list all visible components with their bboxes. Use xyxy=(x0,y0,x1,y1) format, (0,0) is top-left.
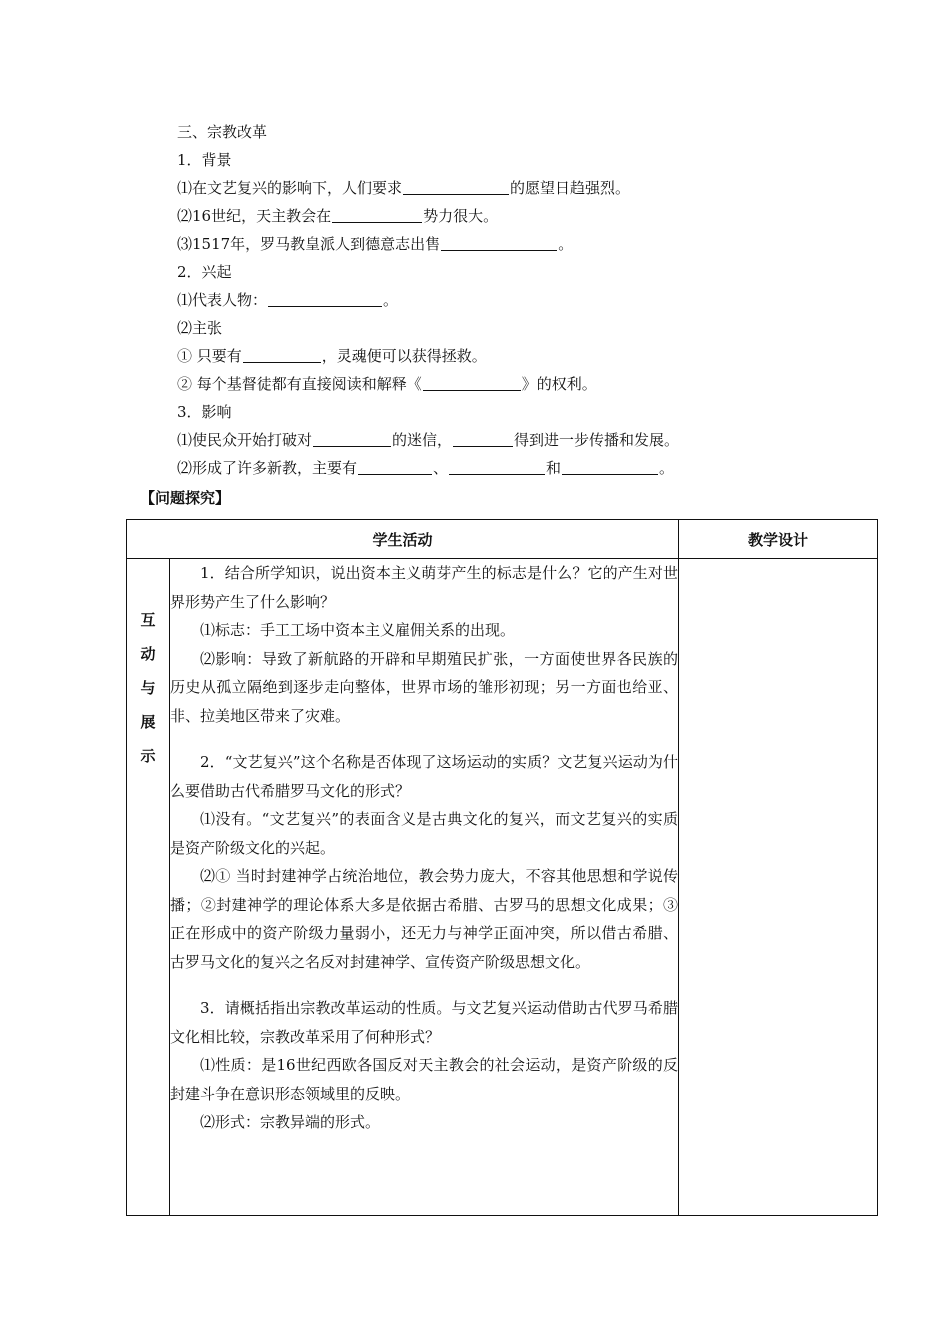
fill-blank[interactable] xyxy=(243,347,321,363)
side-label-cell xyxy=(127,559,170,1216)
answer-1-2: ⑵影响：导致了新航路的开辟和早期殖民扩张，一方面使世界各民族的历史从孤立隔绝到逐步走向整体，世界市场的雏形初现；另一方面也给亚、非、拉美地区带来了灾难。 xyxy=(170,649,679,725)
answer-1-1: ⑴标志：手工工场中资本主义雇佣关系的出现。 xyxy=(200,621,516,639)
answer-3-1: ⑴性质：是16世纪西欧各国反对天主教会的社会运动，是资产阶级的反封建斗争在意识形态领域里的反映。 xyxy=(170,1056,679,1103)
impact-title: 3．影响 xyxy=(177,403,232,421)
fill-blank[interactable] xyxy=(313,431,391,447)
inquiry-table xyxy=(126,519,878,1216)
rise-title: 2．兴起 xyxy=(177,263,232,281)
question-1: 1．结合所学知识，说出资本主义萌芽产生的标志是什么？它的产生对世界形势产生了什么影响？ xyxy=(170,564,679,611)
text-fragment: ⑵16世纪，天主教会在 xyxy=(177,207,332,225)
fill-blank[interactable] xyxy=(403,179,509,195)
side-char: 展 xyxy=(140,713,156,731)
fill-blank[interactable] xyxy=(358,459,432,475)
text-fragment: ⑴在文艺复兴的影响下，人们要求 xyxy=(177,179,403,197)
answer-2-1: ⑴没有。“文艺复兴”的表面含义是古典文化的复兴，而文艺复兴的实质是资产阶级文化的兴起。 xyxy=(170,810,679,857)
answer-3-2: ⑵形式：宗教异端的形式。 xyxy=(200,1113,381,1131)
text-fragment: ，灵魂便可以获得拯救。 xyxy=(321,347,487,365)
student-activity-cell xyxy=(170,559,679,1216)
question-2: 2．“文艺复兴”这个名称是否体现了这场运动的实质？文艺复兴运动为什么要借助古代希腊罗马文化的形式？ xyxy=(170,753,679,800)
text-fragment: 势力很大。 xyxy=(423,207,499,225)
background-item-3 xyxy=(177,234,573,254)
text-fragment: ② 每个基督徒都有直接阅读和解释《 xyxy=(177,375,422,393)
text-fragment: ⑴代表人物： xyxy=(177,291,268,309)
fill-blank[interactable] xyxy=(453,431,513,447)
text-fragment: ① 只要有 xyxy=(177,347,242,365)
side-char: 示 xyxy=(140,747,156,765)
fill-blank[interactable] xyxy=(268,291,382,307)
text-fragment: 得到进一步传播和发展。 xyxy=(514,431,680,449)
text-fragment: ⑵形成了许多新教，主要有 xyxy=(177,459,358,477)
claim-item-1 xyxy=(177,346,487,366)
question-3: 3．请概括指出宗教改革运动的性质。与文艺复兴运动借助古代罗马希腊文化相比较，宗教改革采用了何种形式？ xyxy=(170,999,679,1046)
text-fragment: ⑶1517年，罗马教皇派人到德意志出售 xyxy=(177,235,441,253)
background-item-1 xyxy=(177,178,630,198)
fill-blank[interactable] xyxy=(449,459,545,475)
text-fragment: 。 xyxy=(383,291,399,309)
background-item-2 xyxy=(177,206,498,226)
text-fragment: 的愿望日趋强烈。 xyxy=(510,179,631,197)
fill-blank[interactable] xyxy=(441,235,557,251)
impact-item-2 xyxy=(177,458,674,478)
table-header-row xyxy=(127,520,878,559)
fill-blank[interactable] xyxy=(423,375,521,391)
fill-blank[interactable] xyxy=(332,207,422,223)
spacer xyxy=(170,976,678,994)
side-label xyxy=(127,559,169,773)
impact-item-1 xyxy=(177,430,679,450)
text-fragment: 》的权利。 xyxy=(521,375,597,393)
answer-2-2: ⑵① 当时封建神学占统治地位，教会势力庞大，不容其他思想和学说传播；②封建神学的理论体系大多是依据古希腊、古罗马的思想文化成果；③正在形成中的资产阶级力量弱小，还无力与神学正面冲突，所以借古希腊、古罗马文化的复兴之名反对封建神学、宣传资产阶级思想文化。 xyxy=(170,867,679,971)
side-char: 动 xyxy=(140,645,156,663)
text-fragment: ⑴使民众开始打破对 xyxy=(177,431,313,449)
header-student-activity: 学生活动 xyxy=(127,520,679,559)
text-fragment: 和 xyxy=(546,459,562,477)
section-heading: 三、宗教改革 xyxy=(177,123,268,141)
spacer xyxy=(170,730,678,748)
explore-title: 【问题探究】 xyxy=(140,489,231,507)
text-fragment: 的迷信， xyxy=(392,431,453,449)
side-char: 互 xyxy=(140,611,156,629)
teaching-design-cell[interactable] xyxy=(679,559,878,1216)
rise-item-2: ⑵主张 xyxy=(177,319,223,337)
background-title: 1．背景 xyxy=(177,151,232,169)
side-char: 与 xyxy=(140,679,156,697)
table-row xyxy=(127,559,878,1216)
text-fragment: 。 xyxy=(659,459,675,477)
fill-blank[interactable] xyxy=(562,459,658,475)
text-fragment: 。 xyxy=(558,235,574,253)
rise-item-1 xyxy=(177,290,398,310)
claim-item-2 xyxy=(177,374,597,394)
text-fragment: 、 xyxy=(433,459,449,477)
header-teaching-design: 教学设计 xyxy=(679,520,878,559)
